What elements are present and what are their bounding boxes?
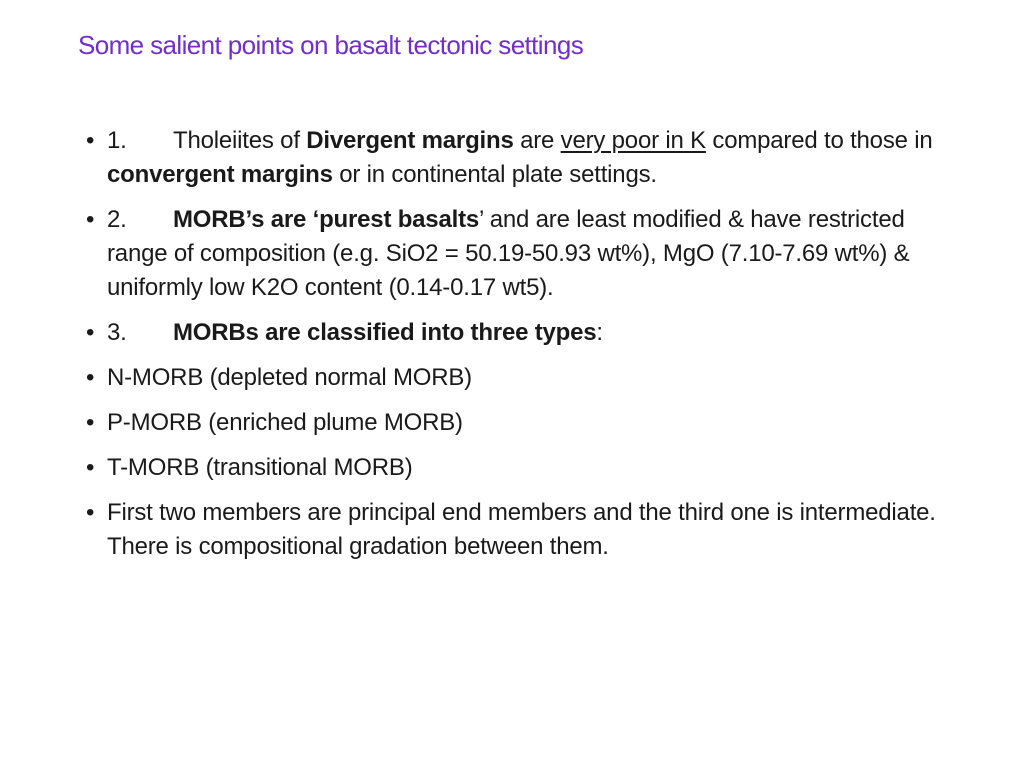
point-bold-text: MORBs are classified into three types bbox=[173, 319, 597, 346]
item-text: N-MORB (depleted normal MORB) bbox=[107, 364, 472, 391]
bullet-dot-icon: • bbox=[86, 364, 95, 391]
point-text: compared to those in bbox=[705, 127, 933, 154]
bullet-item-n-morb bbox=[86, 361, 946, 395]
bullet-point-3 bbox=[86, 316, 946, 350]
point-text: or in continental plate settings. bbox=[332, 161, 657, 188]
point-text: are bbox=[513, 127, 561, 154]
item-text: P-MORB (enriched plume MORB) bbox=[107, 409, 463, 436]
item-text: T-MORB (transitional MORB) bbox=[107, 454, 413, 481]
point-number: 3. bbox=[107, 319, 127, 346]
point-underlined-text: very poor in K bbox=[560, 127, 706, 154]
bullet-dot-icon: • bbox=[86, 499, 95, 526]
bullet-item-summary bbox=[86, 496, 946, 564]
point-number: 1. bbox=[107, 127, 127, 154]
bullet-dot-icon: • bbox=[86, 206, 95, 233]
bullet-point-1 bbox=[86, 124, 946, 192]
bullet-dot-icon: • bbox=[86, 409, 95, 436]
point-bold-text: Divergent margins bbox=[306, 127, 514, 154]
point-number: 2. bbox=[107, 206, 127, 233]
bullet-point-2 bbox=[86, 203, 946, 305]
bullet-dot-icon: • bbox=[86, 127, 95, 154]
bullet-dot-icon: • bbox=[86, 454, 95, 481]
slide-title: Some salient points on basalt tectonic settings bbox=[78, 30, 584, 60]
bullet-dot-icon: • bbox=[86, 319, 95, 346]
point-bold-text: MORB’s are ‘purest basalts bbox=[173, 206, 480, 233]
point-text: Tholeiites of bbox=[173, 127, 307, 154]
bullet-item-t-morb bbox=[86, 451, 946, 485]
point-bold-text: convergent margins bbox=[107, 161, 333, 188]
point-text: : bbox=[596, 319, 603, 346]
bullet-item-p-morb bbox=[86, 406, 946, 440]
item-text: First two members are principal end members and the third one is intermediate. There is compositional gradation between them. bbox=[107, 499, 936, 560]
bullet-list bbox=[86, 124, 946, 575]
point-text: ’ and are least modified & have restricted range of composition (e.g. SiO2 = 50.19-50.93 wt%), MgO (7.10-7.69 wt%) & uniformly low K2O content (0.14-0.17 wt5). bbox=[107, 206, 910, 301]
